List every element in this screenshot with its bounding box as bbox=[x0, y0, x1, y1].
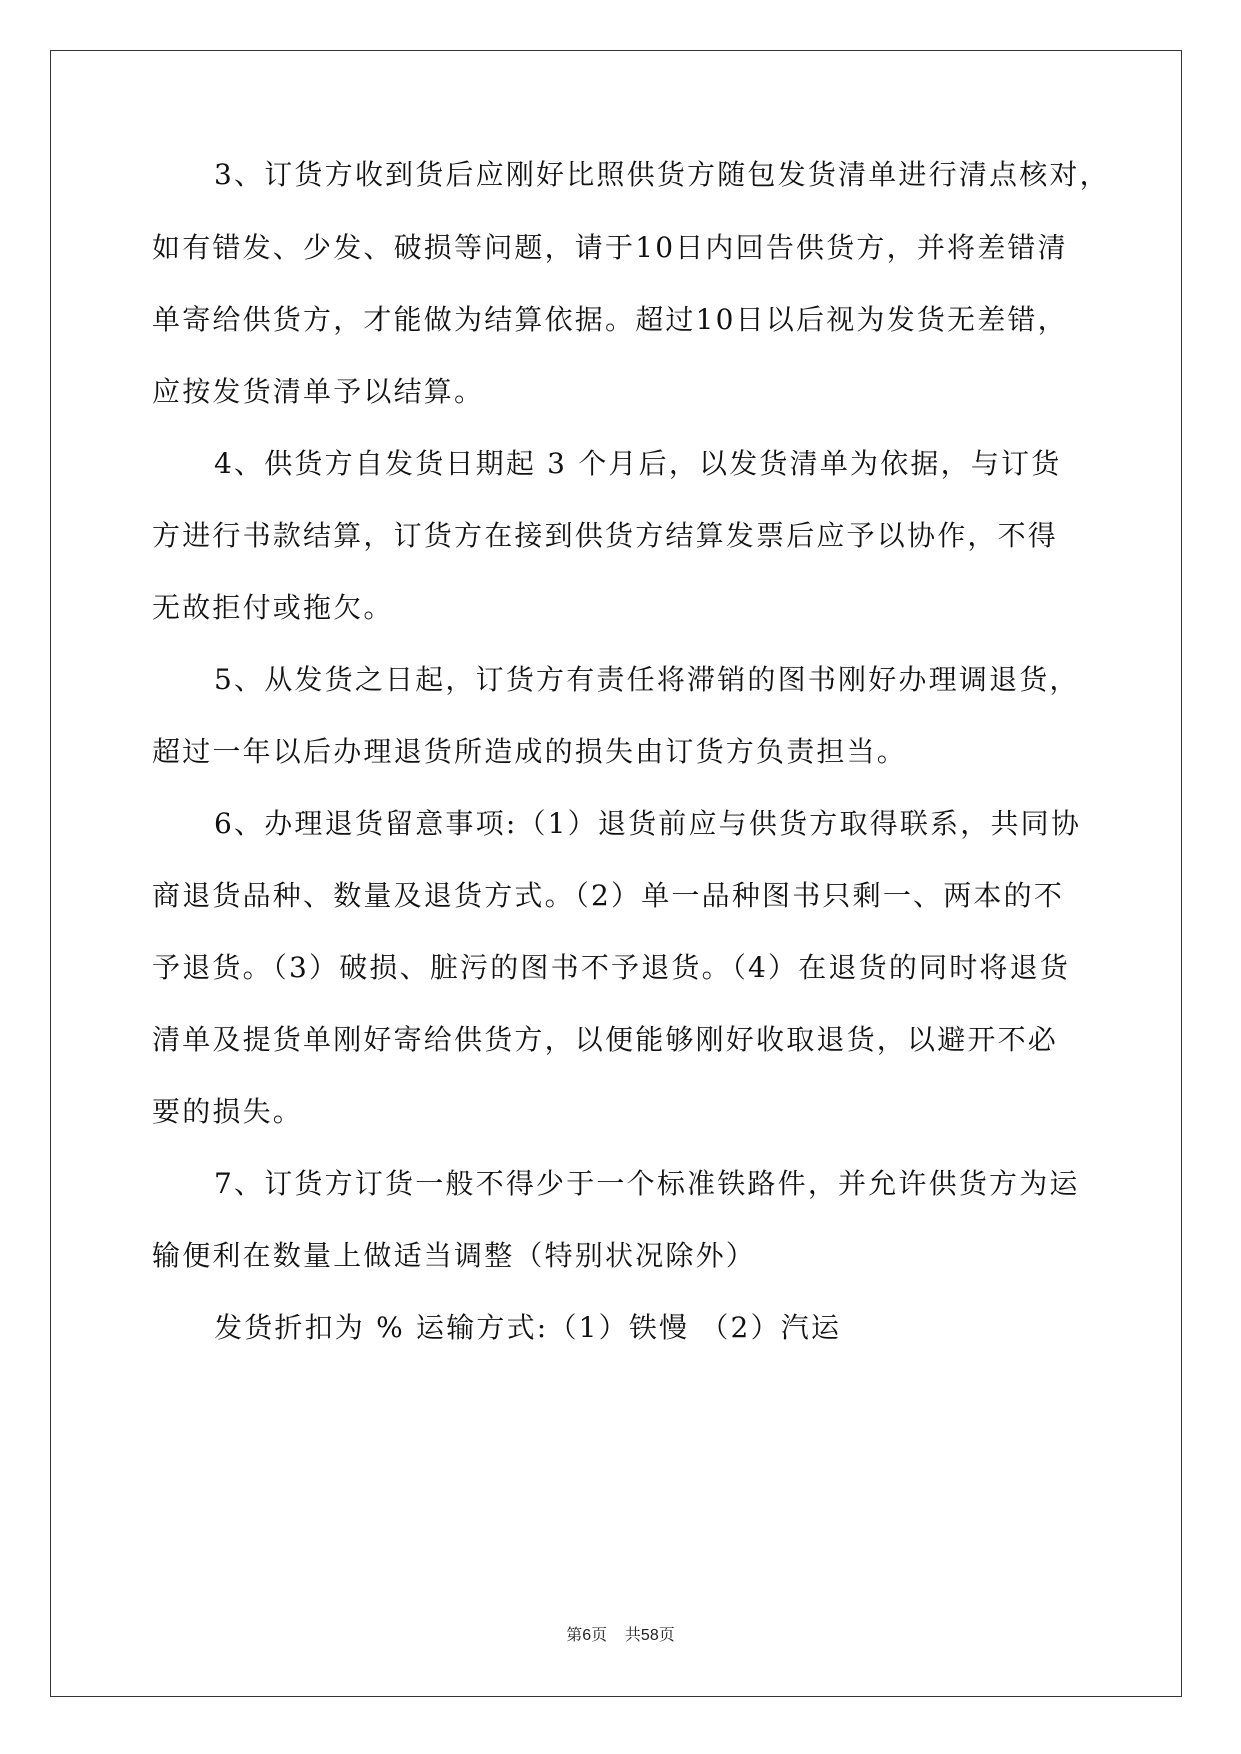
paragraph-3-line-4: 应按发货清单予以结算。 bbox=[152, 375, 485, 408]
paragraph-6-line-2: 商退货品种、数量及退货方式。（2）单一品种图书只剩一、两本的不 bbox=[152, 879, 1065, 912]
paragraph-4-line-2: 方进行书款结算，订货方在接到供货方结算发票后应予以协作，不得 bbox=[152, 519, 1059, 552]
paragraph-6-line-5: 要的损失。 bbox=[152, 1095, 304, 1128]
paragraph-3-line-3: 单寄给供货方，才能做为结算依据。超过10日以后视为发货无差错， bbox=[152, 303, 1068, 336]
paragraph-7-line-2: 输便利在数量上做适当调整（特别状况除外） bbox=[152, 1239, 757, 1272]
paragraph-3-line-2: 如有错发、少发、破损等问题，请于10日内回告供货方，并将差错清 bbox=[152, 231, 1068, 264]
paragraph-5-line-1: 5、从发货之日起，订货方有责任将滞销的图书刚好办理调退货， bbox=[214, 663, 1080, 696]
paragraph-7-line-1: 7、订货方订货一般不得少于一个标准铁路件，并允许供货方为运 bbox=[214, 1167, 1080, 1200]
page-number-footer: 第6页 共58页 bbox=[566, 1627, 675, 1644]
page-border bbox=[50, 50, 1182, 1697]
paragraph-5-line-2: 超过一年以后办理退货所造成的损失由订货方负责担当。 bbox=[152, 735, 908, 768]
paragraph-3-line-1: 3、订货方收到货后应刚好比照供货方随包发货清单进行清点核对， bbox=[214, 158, 1110, 191]
paragraph-6-line-3: 予退货。（3）破损、脏污的图书不予退货。（4）在退货的同时将退货 bbox=[152, 951, 1071, 984]
paragraph-4-line-1: 4、供货方自发货日期起 3 个月后，以发货清单为依据，与订货 bbox=[214, 447, 1062, 480]
shipping-terms-line: 发货折扣为 % 运输方式:（1）铁慢 （2）汽运 bbox=[214, 1311, 842, 1344]
paragraph-6-line-1: 6、办理退货留意事项:（1）退货前应与供货方取得联系，共同协 bbox=[214, 807, 1082, 840]
paragraph-6-line-4: 清单及提货单刚好寄给供货方，以便能够刚好收取退货，以避开不必 bbox=[152, 1023, 1059, 1056]
paragraph-4-line-3: 无故拒付或拖欠。 bbox=[152, 591, 394, 624]
